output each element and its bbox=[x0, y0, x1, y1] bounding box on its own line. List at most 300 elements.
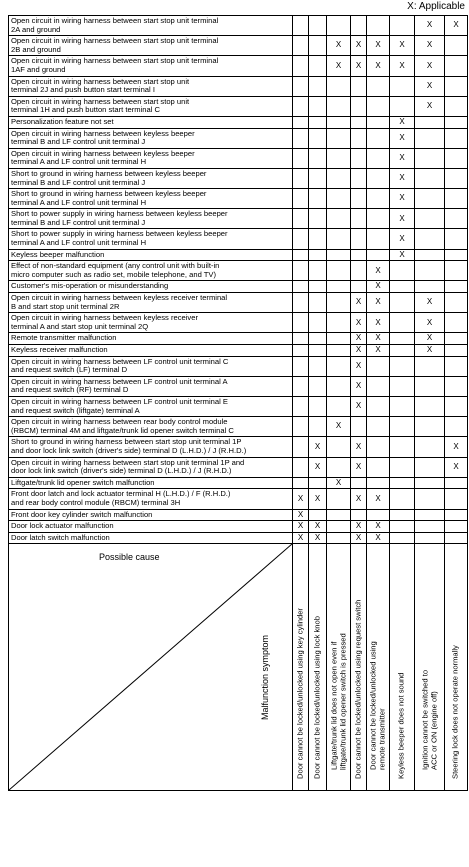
applicability-mark bbox=[445, 356, 468, 376]
applicability-mark: X bbox=[415, 333, 445, 345]
applicability-mark: X bbox=[351, 56, 367, 76]
applicability-mark bbox=[390, 261, 415, 281]
applicability-mark bbox=[390, 457, 415, 477]
applicability-mark bbox=[351, 229, 367, 249]
cause-text: Open circuit in wiring harness between start stop unit bbox=[11, 96, 190, 106]
applicability-mark bbox=[293, 189, 309, 209]
applicability-mark bbox=[445, 333, 468, 345]
applicability-mark bbox=[309, 76, 327, 96]
applicability-mark bbox=[390, 489, 415, 509]
possible-cause-cell bbox=[9, 396, 293, 416]
table-row bbox=[9, 345, 468, 357]
applicability-mark bbox=[445, 489, 468, 509]
applicability-mark bbox=[351, 148, 367, 168]
symptom-label: Door cannot be locked/unlocked using key cylinder bbox=[295, 607, 305, 779]
cause-text: Short to ground in wiring harness between keyless beeper bbox=[11, 168, 207, 178]
applicability-mark bbox=[445, 209, 468, 229]
applicability-mark: X bbox=[327, 417, 351, 437]
applicability-mark: X bbox=[367, 36, 390, 56]
applicability-mark bbox=[327, 457, 351, 477]
possible-cause-cell bbox=[9, 96, 293, 116]
applicability-mark bbox=[445, 345, 468, 357]
applicability-mark: X bbox=[351, 532, 367, 544]
cause-text: Front door key cylinder switch malfunction bbox=[11, 509, 153, 519]
applicability-mark bbox=[415, 261, 445, 281]
cause-text: Open circuit in wiring harness between keyless beeper bbox=[11, 128, 195, 138]
cause-text: Short to ground in wiring harness between start stop unit terminal 1P bbox=[11, 437, 242, 447]
symptom-label: Door cannot be locked/unlocked using remote transmitter bbox=[368, 641, 386, 771]
applicability-mark bbox=[351, 281, 367, 293]
possible-cause-cell bbox=[9, 128, 293, 148]
applicability-mark: X bbox=[309, 521, 327, 533]
applicability-mark: X bbox=[415, 293, 445, 313]
applicability-mark bbox=[327, 356, 351, 376]
possible-cause-cell bbox=[9, 345, 293, 357]
applicability-mark bbox=[367, 356, 390, 376]
cause-text: Keyless beeper malfunction bbox=[11, 249, 105, 259]
applicability-mark: X bbox=[390, 56, 415, 76]
applicability-mark bbox=[327, 189, 351, 209]
cause-text: Open circuit in wiring harness between start stop unit terminal 1P and bbox=[11, 457, 245, 467]
applicability-mark bbox=[445, 128, 468, 148]
possible-cause-cell bbox=[9, 148, 293, 168]
table-row bbox=[9, 437, 468, 457]
table-row bbox=[9, 128, 468, 148]
symptom-label: Liftgate/trunk lid does not open even if liftgate/trunk lid opener switch is pressed bbox=[328, 633, 347, 771]
cause-text: terminal B and LF control unit terminal J bbox=[11, 137, 146, 147]
symptom-label: Door cannot be locked/unlocked using request switch bbox=[353, 599, 363, 779]
possible-cause-cell bbox=[9, 168, 293, 188]
cause-text: Open circuit in wiring harness between start stop unit bbox=[11, 76, 190, 86]
applicability-mark: X bbox=[351, 457, 367, 477]
applicability-mark bbox=[309, 509, 327, 521]
applicability-mark bbox=[309, 293, 327, 313]
applicability-mark bbox=[293, 148, 309, 168]
applicability-mark bbox=[293, 293, 309, 313]
cause-text: Open circuit in wiring harness between LF control unit terminal E bbox=[11, 396, 228, 406]
cause-text: 2A and ground bbox=[11, 24, 61, 34]
applicability-mark bbox=[390, 509, 415, 521]
possible-cause-cell bbox=[9, 76, 293, 96]
applicability-mark: X bbox=[351, 36, 367, 56]
possible-cause-cell bbox=[9, 56, 293, 76]
applicability-mark: X bbox=[351, 521, 367, 533]
applicability-mark bbox=[309, 261, 327, 281]
cause-text: Short to ground in wiring harness between keyless beeper bbox=[11, 189, 207, 199]
applicability-mark bbox=[309, 56, 327, 76]
applicability-mark: X bbox=[390, 128, 415, 148]
applicability-mark bbox=[293, 116, 309, 128]
applicability-mark: X bbox=[351, 293, 367, 313]
applicability-mark bbox=[327, 148, 351, 168]
applicability-mark bbox=[309, 148, 327, 168]
applicability-mark bbox=[415, 168, 445, 188]
possible-cause-cell bbox=[9, 261, 293, 281]
applicability-mark: X bbox=[293, 509, 309, 521]
applicability-mark bbox=[293, 128, 309, 148]
possible-cause-cell bbox=[9, 209, 293, 229]
possible-cause-cell bbox=[9, 36, 293, 56]
table-row bbox=[9, 261, 468, 281]
diagonal-divider bbox=[9, 544, 292, 790]
applicability-mark bbox=[309, 128, 327, 148]
applicability-mark bbox=[445, 36, 468, 56]
applicability-mark bbox=[390, 76, 415, 96]
applicability-mark bbox=[445, 376, 468, 396]
cause-text: terminal B and LF control unit terminal J bbox=[11, 177, 146, 187]
applicability-mark bbox=[415, 489, 445, 509]
applicability-mark bbox=[415, 229, 445, 249]
applicability-mark bbox=[293, 96, 309, 116]
applicability-mark bbox=[445, 96, 468, 116]
applicability-mark bbox=[367, 148, 390, 168]
applicability-mark: X bbox=[367, 56, 390, 76]
applicability-mark bbox=[415, 116, 445, 128]
cause-text: Door latch switch malfunction bbox=[11, 532, 110, 542]
cause-text: terminal A and LF control unit terminal H bbox=[11, 157, 147, 167]
applicability-mark bbox=[367, 168, 390, 188]
table-row bbox=[9, 457, 468, 477]
symptom-header bbox=[367, 544, 390, 791]
applicability-mark bbox=[415, 509, 445, 521]
cause-text: 2B and ground bbox=[11, 44, 61, 54]
applicability-mark bbox=[445, 509, 468, 521]
applicability-mark bbox=[327, 532, 351, 544]
applicability-mark bbox=[367, 457, 390, 477]
applicability-mark bbox=[415, 437, 445, 457]
applicability-mark bbox=[327, 249, 351, 261]
table-row bbox=[9, 521, 468, 533]
applicability-mark bbox=[415, 521, 445, 533]
applicability-mark bbox=[327, 128, 351, 148]
applicability-mark bbox=[293, 76, 309, 96]
applicability-mark bbox=[327, 437, 351, 457]
applicability-mark bbox=[309, 116, 327, 128]
table-row bbox=[9, 96, 468, 116]
applicability-mark bbox=[293, 249, 309, 261]
applicability-mark bbox=[309, 417, 327, 437]
possible-cause-label: Possible cause bbox=[99, 552, 160, 563]
applicability-mark bbox=[293, 229, 309, 249]
possible-cause-cell bbox=[9, 16, 293, 36]
applicability-mark bbox=[309, 249, 327, 261]
cause-text: and request switch (liftgate) terminal A bbox=[11, 405, 140, 415]
cause-text: Customer's mis-operation or misunderstanding bbox=[11, 281, 169, 291]
applicability-mark: X bbox=[367, 345, 390, 357]
applicability-mark: X bbox=[415, 56, 445, 76]
table-row bbox=[9, 376, 468, 396]
applicability-mark bbox=[351, 261, 367, 281]
cause-text: Keyless receiver malfunction bbox=[11, 345, 108, 354]
applicability-mark bbox=[327, 293, 351, 313]
applicability-mark bbox=[415, 148, 445, 168]
applicability-mark bbox=[351, 96, 367, 116]
applicability-mark bbox=[367, 128, 390, 148]
applicability-mark: X bbox=[327, 36, 351, 56]
symptom-label: Steering lock does not operate normally bbox=[450, 644, 460, 779]
applicability-mark bbox=[309, 16, 327, 36]
applicability-mark bbox=[367, 477, 390, 489]
applicability-mark bbox=[351, 249, 367, 261]
applicability-mark bbox=[415, 396, 445, 416]
applicability-mark bbox=[351, 509, 367, 521]
applicability-mark bbox=[293, 477, 309, 489]
applicability-mark: X bbox=[415, 36, 445, 56]
possible-cause-cell bbox=[9, 521, 293, 533]
applicability-mark bbox=[390, 417, 415, 437]
diagnosis-matrix bbox=[8, 15, 468, 791]
applicability-mark bbox=[309, 189, 327, 209]
possible-cause-cell bbox=[9, 313, 293, 333]
table-row bbox=[9, 313, 468, 333]
applicability-mark: X bbox=[390, 36, 415, 56]
applicability-mark: X bbox=[390, 189, 415, 209]
possible-cause-cell bbox=[9, 281, 293, 293]
applicability-mark bbox=[390, 477, 415, 489]
applicability-mark bbox=[367, 417, 390, 437]
cause-text: Open circuit in wiring harness between start stop unit terminal bbox=[11, 16, 219, 25]
applicability-mark bbox=[415, 356, 445, 376]
applicability-mark: X bbox=[351, 376, 367, 396]
applicability-mark bbox=[327, 209, 351, 229]
applicability-mark: X bbox=[390, 168, 415, 188]
applicability-mark bbox=[293, 356, 309, 376]
applicability-mark: X bbox=[415, 16, 445, 36]
corner-cell bbox=[9, 544, 293, 791]
applicability-mark bbox=[351, 116, 367, 128]
applicability-mark bbox=[293, 417, 309, 437]
possible-cause-cell bbox=[9, 116, 293, 128]
possible-cause-cell bbox=[9, 293, 293, 313]
applicability-mark: X bbox=[309, 437, 327, 457]
applicability-mark bbox=[327, 509, 351, 521]
applicability-mark: X bbox=[415, 345, 445, 357]
applicability-mark bbox=[367, 396, 390, 416]
applicability-mark bbox=[351, 76, 367, 96]
applicability-mark: X bbox=[390, 209, 415, 229]
applicability-mark bbox=[309, 356, 327, 376]
applicability-mark bbox=[390, 396, 415, 416]
table-row bbox=[9, 281, 468, 293]
cause-text: micro computer such as radio set, mobile telephone, and TV) bbox=[11, 269, 216, 279]
applicability-mark: X bbox=[367, 489, 390, 509]
applicability-mark: X bbox=[327, 477, 351, 489]
symptom-header bbox=[445, 544, 468, 791]
applicability-mark bbox=[351, 209, 367, 229]
table-row bbox=[9, 189, 468, 209]
cause-text: Open circuit in wiring harness between keyless receiver terminal bbox=[11, 293, 228, 303]
applicability-mark: X bbox=[367, 532, 390, 544]
applicability-mark bbox=[351, 128, 367, 148]
applicability-mark bbox=[445, 148, 468, 168]
table-row bbox=[9, 489, 468, 509]
applicability-mark bbox=[415, 457, 445, 477]
applicability-mark bbox=[445, 249, 468, 261]
applicability-mark bbox=[293, 376, 309, 396]
applicability-mark bbox=[415, 532, 445, 544]
applicability-mark: X bbox=[367, 293, 390, 313]
applicability-mark bbox=[445, 168, 468, 188]
applicability-mark: X bbox=[327, 56, 351, 76]
applicability-mark bbox=[309, 396, 327, 416]
applicability-mark bbox=[293, 56, 309, 76]
table-row bbox=[9, 333, 468, 345]
table-row bbox=[9, 417, 468, 437]
applicability-mark bbox=[293, 345, 309, 357]
applicability-mark: X bbox=[367, 313, 390, 333]
applicability-mark bbox=[390, 376, 415, 396]
possible-cause-cell bbox=[9, 489, 293, 509]
applicability-mark bbox=[327, 376, 351, 396]
applicability-mark bbox=[327, 96, 351, 116]
cause-text: Open circuit in wiring harness between LF control unit terminal C bbox=[11, 356, 229, 366]
cause-text: terminal A and LF control unit terminal H bbox=[11, 238, 147, 248]
possible-cause-cell bbox=[9, 437, 293, 457]
cause-text: and door lock link switch (driver's side) terminal D (L.H.D.) / J (R.H.D.) bbox=[11, 445, 247, 455]
symptom-label: Keyless beeper does not sound bbox=[396, 672, 406, 779]
applicability-mark: X bbox=[351, 396, 367, 416]
applicability-mark bbox=[351, 16, 367, 36]
cause-text: door lock link switch (driver's side) terminal D (L.H.D.) / J (R.H.D.) bbox=[11, 466, 232, 476]
applicability-mark bbox=[390, 356, 415, 376]
symptom-label: Door cannot be locked/unlocked using lock knob bbox=[312, 615, 322, 779]
applicability-mark bbox=[415, 477, 445, 489]
applicability-mark bbox=[309, 345, 327, 357]
applicability-mark bbox=[367, 209, 390, 229]
applicability-mark bbox=[293, 333, 309, 345]
cause-text: terminal A and LF control unit terminal H bbox=[11, 197, 147, 207]
applicability-mark bbox=[293, 168, 309, 188]
applicability-mark: X bbox=[351, 313, 367, 333]
applicability-mark bbox=[445, 313, 468, 333]
cause-text: Remote transmitter malfunction bbox=[11, 333, 117, 343]
applicability-mark: X bbox=[415, 96, 445, 116]
table-row bbox=[9, 116, 468, 128]
applicability-mark bbox=[327, 16, 351, 36]
table-row bbox=[9, 168, 468, 188]
applicability-mark bbox=[367, 376, 390, 396]
applicability-mark bbox=[327, 261, 351, 281]
applicability-mark bbox=[445, 189, 468, 209]
malfunction-symptom-label: Malfunction symptom bbox=[260, 635, 270, 721]
applicability-mark: X bbox=[390, 116, 415, 128]
applicability-mark bbox=[415, 128, 445, 148]
applicability-mark bbox=[309, 168, 327, 188]
table-row bbox=[9, 532, 468, 544]
applicability-mark bbox=[390, 16, 415, 36]
cause-text: terminal 1H and push button start terminal C bbox=[11, 105, 160, 115]
applicability-mark bbox=[415, 249, 445, 261]
applicability-mark bbox=[293, 16, 309, 36]
applicability-mark: X bbox=[309, 489, 327, 509]
applicability-mark: X bbox=[293, 521, 309, 533]
cause-text: Open circuit in wiring harness between start stop unit terminal bbox=[11, 56, 219, 66]
cause-text: (RBCM) terminal 4M and liftgate/trunk lid opener switch terminal C bbox=[11, 425, 234, 435]
matrix-body bbox=[9, 16, 468, 544]
applicability-mark bbox=[445, 261, 468, 281]
applicability-mark bbox=[445, 76, 468, 96]
applicability-mark bbox=[415, 281, 445, 293]
applicability-mark bbox=[445, 417, 468, 437]
applicability-mark: X bbox=[445, 16, 468, 36]
cause-text: Personalization feature not set bbox=[11, 116, 114, 126]
applicability-mark bbox=[367, 76, 390, 96]
cause-text: Liftgate/trunk lid opener switch malfunction bbox=[11, 477, 155, 487]
possible-cause-cell bbox=[9, 417, 293, 437]
applicability-mark bbox=[309, 229, 327, 249]
table-row bbox=[9, 56, 468, 76]
applicability-mark: X bbox=[367, 521, 390, 533]
applicability-mark bbox=[367, 16, 390, 36]
cause-text: terminal B and LF control unit terminal J bbox=[11, 217, 146, 227]
possible-cause-cell bbox=[9, 189, 293, 209]
applicability-mark: X bbox=[351, 333, 367, 345]
applicability-mark: X bbox=[445, 457, 468, 477]
table-row bbox=[9, 477, 468, 489]
applicability-mark: X bbox=[309, 532, 327, 544]
symptom-header bbox=[351, 544, 367, 791]
applicability-mark bbox=[293, 36, 309, 56]
applicability-mark: X bbox=[390, 148, 415, 168]
cause-text: 1AF and ground bbox=[11, 64, 66, 74]
applicability-mark bbox=[327, 396, 351, 416]
applicability-mark bbox=[415, 209, 445, 229]
applicability-mark: X bbox=[351, 489, 367, 509]
applicability-mark bbox=[367, 116, 390, 128]
applicability-mark bbox=[293, 209, 309, 229]
applicability-mark bbox=[327, 116, 351, 128]
applicability-mark bbox=[293, 261, 309, 281]
applicability-mark bbox=[415, 376, 445, 396]
table-row bbox=[9, 293, 468, 313]
symptom-label: Ignition cannot be switched to ACC or ON (engine off) bbox=[419, 670, 438, 771]
applicability-mark: X bbox=[367, 281, 390, 293]
cause-text: terminal 2J and push button start terminal I bbox=[11, 85, 155, 95]
cause-text: and request switch (RF) terminal D bbox=[11, 385, 129, 395]
possible-cause-cell bbox=[9, 229, 293, 249]
applicability-mark: X bbox=[293, 489, 309, 509]
applicability-mark bbox=[390, 437, 415, 457]
possible-cause-cell bbox=[9, 376, 293, 396]
applicability-mark: X bbox=[351, 345, 367, 357]
applicability-mark bbox=[390, 281, 415, 293]
symptom-header bbox=[415, 544, 445, 791]
cause-text: and request switch (LF) terminal D bbox=[11, 365, 128, 375]
applicability-mark bbox=[445, 521, 468, 533]
applicability-mark bbox=[445, 532, 468, 544]
table-row bbox=[9, 249, 468, 261]
applicability-mark bbox=[445, 396, 468, 416]
applicability-mark bbox=[367, 509, 390, 521]
table-row bbox=[9, 229, 468, 249]
cause-text: and rear body control module (RBCM) terminal 3H bbox=[11, 497, 181, 507]
applicability-mark bbox=[351, 477, 367, 489]
applicability-mark bbox=[351, 168, 367, 188]
symptom-header bbox=[390, 544, 415, 791]
cause-text: terminal A and start stop unit terminal 2Q bbox=[11, 321, 149, 331]
applicability-mark bbox=[309, 376, 327, 396]
applicability-mark bbox=[445, 293, 468, 313]
possible-cause-cell bbox=[9, 509, 293, 521]
applicability-mark bbox=[309, 333, 327, 345]
applicability-mark bbox=[309, 36, 327, 56]
cause-text: Open circuit in wiring harness between keyless beeper bbox=[11, 148, 195, 158]
legend: X: Applicable bbox=[407, 1, 465, 12]
table-row bbox=[9, 356, 468, 376]
applicability-mark: X bbox=[309, 457, 327, 477]
applicability-mark bbox=[293, 396, 309, 416]
table-row bbox=[9, 509, 468, 521]
